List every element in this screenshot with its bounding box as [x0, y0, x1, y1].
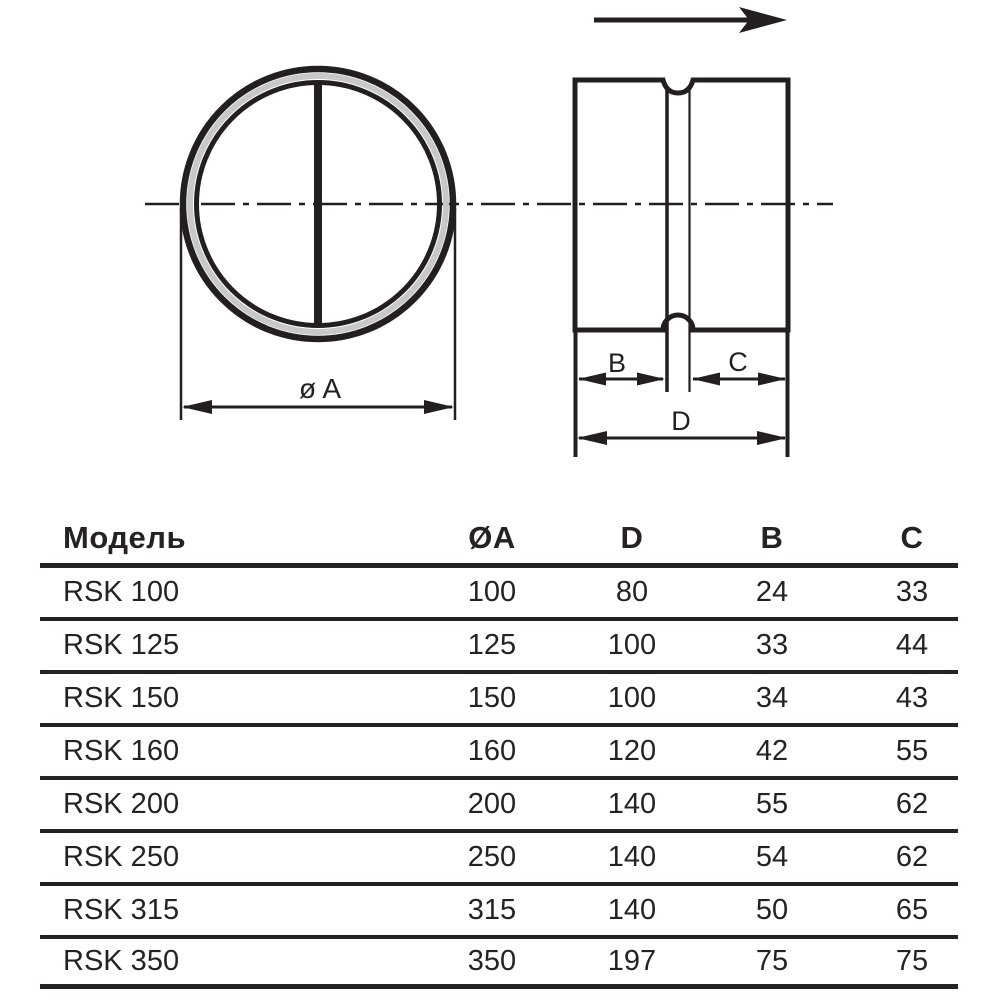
- cell-model: RSK 200: [63, 788, 180, 820]
- cell-model: RSK 160: [63, 735, 180, 767]
- table-row: [40, 939, 982, 984]
- dim-d-label: D: [671, 406, 691, 436]
- table-row: [40, 621, 982, 670]
- cell-b: 33: [755, 629, 789, 661]
- dimension-c: [692, 347, 786, 386]
- dimensions-table: [40, 512, 958, 989]
- table-row: [40, 674, 982, 723]
- cell-c: 44: [895, 629, 929, 661]
- table-row: [40, 568, 982, 617]
- cell-model: RSK 250: [63, 841, 180, 873]
- cell-d: 120: [607, 735, 657, 767]
- cell-b: 55: [755, 788, 789, 820]
- cell-d: 197: [607, 945, 657, 977]
- cell-model: RSK 100: [63, 576, 180, 608]
- cell-a: 350: [467, 945, 517, 977]
- cell-c: 62: [895, 841, 929, 873]
- cell-b: 42: [755, 735, 789, 767]
- cell-b: 34: [755, 682, 789, 714]
- header-model: Модель: [63, 519, 187, 555]
- side-view: [575, 80, 788, 392]
- cell-a: 250: [467, 841, 517, 873]
- flow-direction-arrow: [594, 7, 787, 33]
- cell-c: 62: [895, 788, 929, 820]
- cell-a: 100: [467, 576, 517, 608]
- cell-a: 150: [467, 682, 517, 714]
- table-row: [40, 780, 982, 829]
- header-d: D: [620, 519, 644, 555]
- cell-b: 50: [755, 894, 789, 926]
- dimension-d: [577, 406, 787, 445]
- cell-b: 24: [755, 576, 789, 608]
- header-diameter-a: ØA: [468, 519, 516, 555]
- cell-c: 75: [895, 945, 929, 977]
- table-row: [40, 886, 982, 935]
- cell-d: 100: [607, 629, 657, 661]
- table-row: [40, 727, 982, 776]
- cell-c: 33: [895, 576, 929, 608]
- header-c: C: [900, 519, 924, 555]
- cell-b: 75: [755, 945, 789, 977]
- table-header-row: [40, 512, 982, 563]
- cell-model: RSK 350: [63, 945, 180, 977]
- table-row: [40, 833, 982, 882]
- header-b: B: [760, 519, 784, 555]
- cell-a: 125: [467, 629, 517, 661]
- cell-model: RSK 315: [63, 894, 180, 926]
- cell-d: 100: [607, 682, 657, 714]
- cell-a: 200: [467, 788, 517, 820]
- cell-c: 65: [895, 894, 929, 926]
- cell-model: RSK 125: [63, 629, 180, 661]
- dim-c-label: C: [728, 347, 748, 377]
- dimension-bcd: [576, 330, 788, 457]
- cell-a: 315: [467, 894, 517, 926]
- cell-c: 55: [895, 735, 929, 767]
- cell-b: 54: [755, 841, 789, 873]
- dim-a-label: ø A: [298, 373, 342, 404]
- cell-d: 140: [607, 894, 657, 926]
- cell-model: RSK 150: [63, 682, 180, 714]
- cell-c: 43: [895, 682, 929, 714]
- cell-a: 160: [467, 735, 517, 767]
- cell-d: 140: [607, 788, 657, 820]
- cell-d: 80: [615, 576, 649, 608]
- dim-b-label: B: [607, 348, 627, 378]
- cell-d: 140: [607, 841, 657, 873]
- dimension-b: [578, 348, 665, 386]
- table-bottom-border: [40, 984, 958, 989]
